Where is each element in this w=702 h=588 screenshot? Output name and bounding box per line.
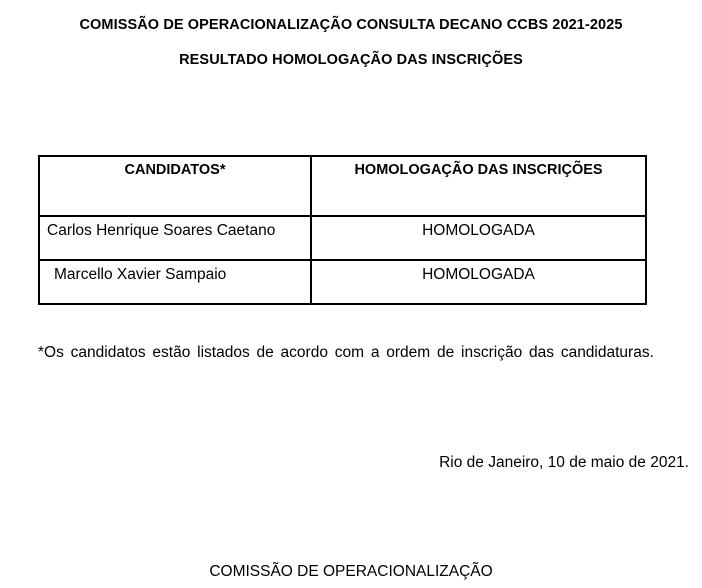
homologation-status: HOMOLOGADA [311,260,646,304]
candidate-name: Marcello Xavier Sampaio [39,260,311,304]
table-header-row [39,156,646,216]
table-row [39,260,646,304]
table-row [39,216,646,260]
footnote-text: *Os candidatos estão listados de acordo com a ordem de inscrição das candidaturas. [38,344,654,361]
document-subtitle: RESULTADO HOMOLOGAÇÃO DAS INSCRIÇÕES [179,52,523,68]
column-header-candidatos: CANDIDATOS* [39,156,311,216]
homologation-status: HOMOLOGADA [311,216,646,260]
date-line: Rio de Janeiro, 10 de maio de 2021. [439,454,689,471]
column-header-homologacao: HOMOLOGAÇÃO DAS INSCRIÇÕES [311,156,646,216]
candidate-name: Carlos Henrique Soares Caetano [39,216,311,260]
footer-commission: COMISSÃO DE OPERACIONALIZAÇÃO [209,563,493,580]
homologation-table [38,155,647,305]
document-title: COMISSÃO DE OPERACIONALIZAÇÃO CONSULTA DECANO CCBS 2021-2025 [79,17,623,33]
